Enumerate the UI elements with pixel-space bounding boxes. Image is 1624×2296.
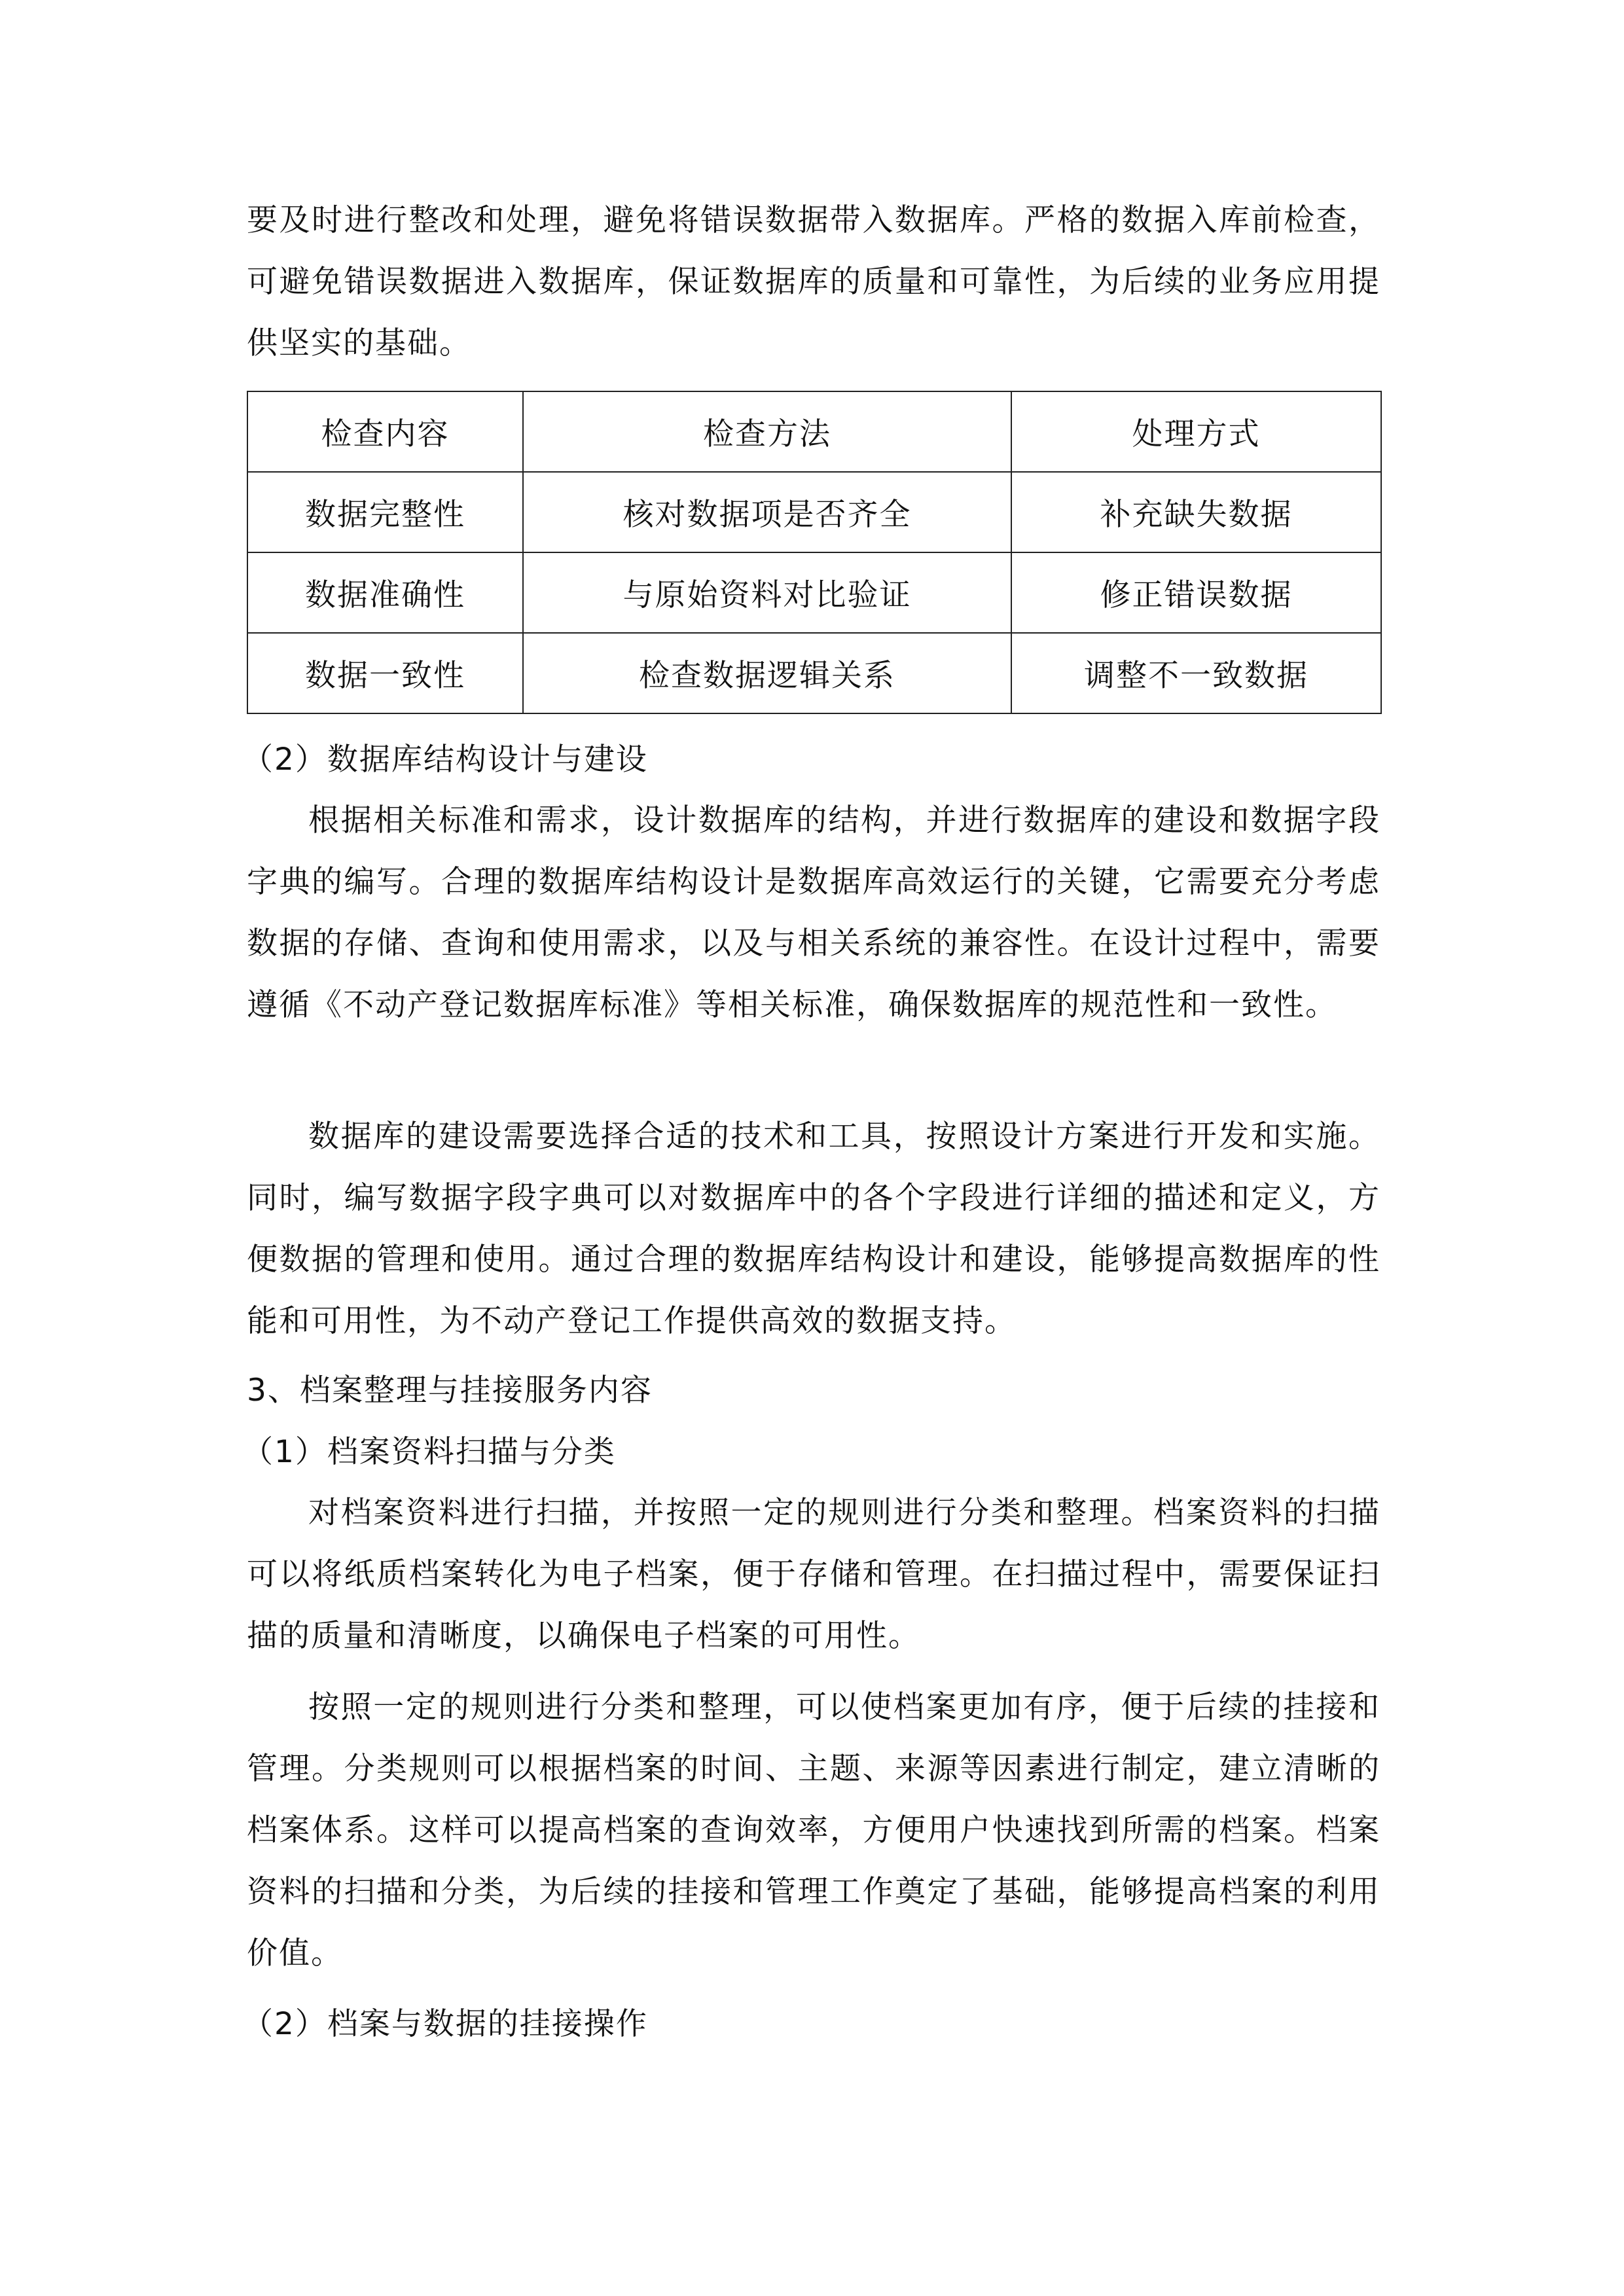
intro-paragraph: 要及时进行整改和处理，避免将错误数据带入数据库。严格的数据入库前检查，可避免错误数据进入数据库，保证数据库的质量和可靠性，为后续的业务应用提供坚实的基础。: [247, 202, 1380, 361]
db-design-paragraph-1: 根据相关标准和需求，设计数据库的结构，并进行数据库的建设和数据字段字典的编写。合理的数据库结构设计是数据库高效运行的关键，它需要充分考虑数据的存储、查询和使用需求，以及与相关系统的兼容性。在设计过程中，需要遵循《不动产登记数据库标准》等相关标准，确保数据库的规范性和一致性。: [247, 802, 1380, 1023]
table-header-cell: 检查内容: [247, 391, 523, 472]
table-cell: 数据一致性: [247, 633, 523, 713]
table-cell: 核对数据项是否齐全: [523, 472, 1011, 552]
table-cell: 调整不一致数据: [1011, 633, 1381, 713]
table-row: [247, 552, 1381, 633]
table-cell: 数据完整性: [247, 472, 523, 552]
table-header-cell: 处理方式: [1011, 391, 1381, 472]
table-cell: 修正错误数据: [1011, 552, 1381, 633]
archive-scan-paragraph-1: 对档案资料进行扫描，并按照一定的规则进行分类和整理。档案资料的扫描可以将纸质档案转化为电子档案，便于存储和管理。在扫描过程中，需要保证扫描的质量和清晰度，以确保电子档案的可用性。: [247, 1495, 1380, 1654]
archive-link-heading: （2）档案与数据的挂接操作: [242, 2006, 648, 2042]
table-row: [247, 472, 1381, 552]
db-design-paragraph-2: 数据库的建设需要选择合适的技术和工具，按照设计方案进行开发和实施。同时，编写数据字段字典可以对数据库中的各个字段进行详细的描述和定义，方便数据的管理和使用。通过合理的数据库结构设计和建设，能够提高数据库的性能和可用性，为不动产登记工作提供高效的数据支持。: [247, 1119, 1380, 1339]
table-header-row: [247, 391, 1381, 472]
archive-scan-paragraph-2: 按照一定的规则进行分类和整理，可以使档案更加有序，便于后续的挂接和管理。分类规则可以根据档案的时间、主题、来源等因素进行制定，建立清晰的档案体系。这样可以提高档案的查询效率，方便用户快速找到所需的档案。档案资料的扫描和分类，为后续的挂接和管理工作奠定了基础，能够提高档案的利用价值。: [247, 1689, 1380, 1971]
data-check-table: [247, 391, 1382, 714]
table-cell: 补充缺失数据: [1011, 472, 1381, 552]
table-header-cell: 检查方法: [523, 391, 1011, 472]
table-cell: 数据准确性: [247, 552, 523, 633]
archive-section-heading: 3、档案整理与挂接服务内容: [247, 1372, 653, 1408]
table-cell: 检查数据逻辑关系: [523, 633, 1011, 713]
table-cell: 与原始资料对比验证: [523, 552, 1011, 633]
db-structure-heading: （2）数据库结构设计与建设: [242, 742, 648, 778]
archive-scan-heading: （1）档案资料扫描与分类: [242, 1434, 616, 1470]
table-row: [247, 633, 1381, 713]
